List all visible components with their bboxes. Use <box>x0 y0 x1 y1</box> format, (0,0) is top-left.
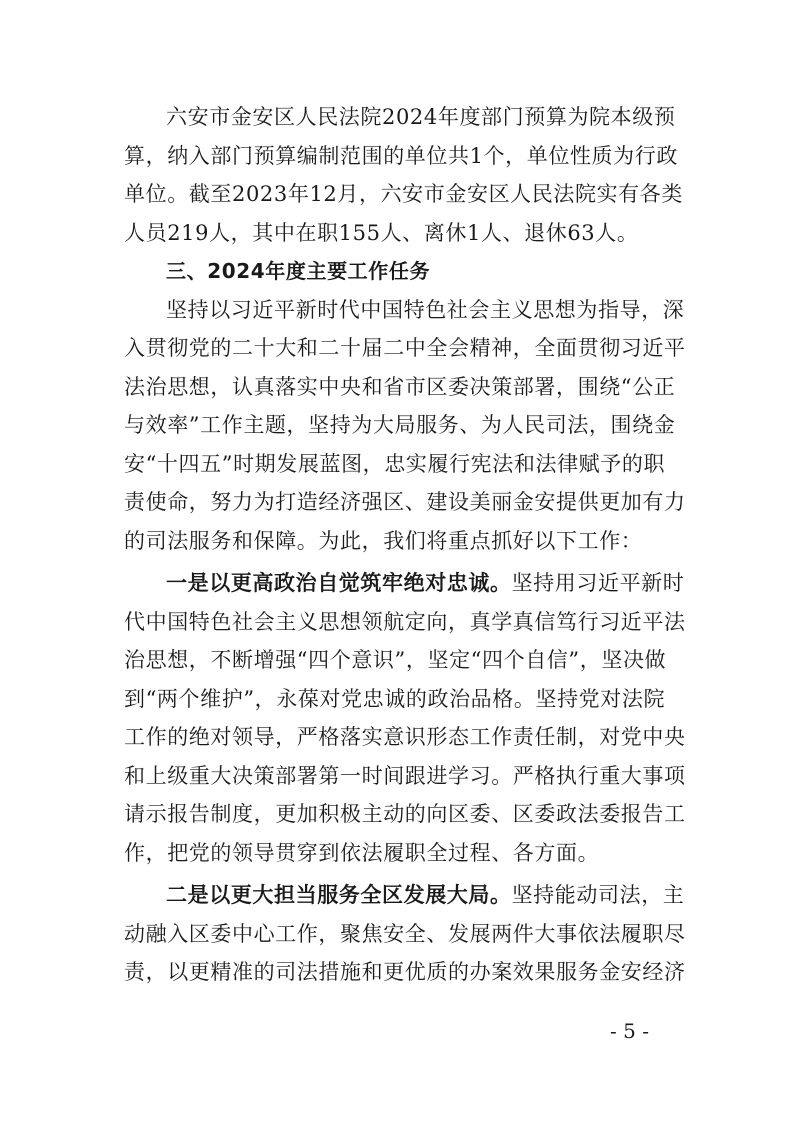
paragraph-line: 到“两个维护”，永葆对党忠诚的政治品格。坚持党对法院 <box>124 686 666 711</box>
paragraph-line <box>124 564 685 603</box>
paragraph-line: 与效率”工作主题，坚持为大局服务、为人民司法，围绕金 <box>124 413 676 437</box>
paragraph-line: 法治思想，认真落实中央和省市区委决策部署，围绕“公正 <box>124 374 676 399</box>
paragraph-line: 责，以更精准的司法措施和更优质的办案效果服务金安经济 <box>124 960 686 984</box>
section-heading: 三、2024年度主要工作任务 <box>166 259 431 283</box>
paragraph-line: 作，把党的领导贯穿到依法履职全过程、各方面。 <box>124 840 600 865</box>
paragraph-line: 责使命，努力为打造经济强区、建设美丽金安提供更加有力 <box>124 490 686 514</box>
paragraph-line: 治思想，不断增强“四个意识”，坚定“四个自信”，坚决做 <box>124 648 667 672</box>
paragraph-line: 和上级重大决策部署第一时间跟进学习。严格执行重大事项 <box>124 763 686 788</box>
lead-phrase: 一是以更高政治自觉筑牢绝对忠诚。 <box>166 570 512 595</box>
paragraph-line: 请示报告制度，更加积极主动的向区委、区委政法委报告工 <box>124 802 686 826</box>
paragraph-line: 单位。截至2023年12月，六安市金安区人民法院实有各类 <box>124 182 683 206</box>
paragraph-text: 坚持用习近平新时 <box>511 571 685 595</box>
paragraph-line: 算，纳入部门预算编制范围的单位共1个，单位性质为行政 <box>124 143 678 168</box>
paragraph-line: 动融入区委中心工作，聚焦安全、发展两件大事依法履职尽 <box>124 921 686 946</box>
paragraph-line: 工作的绝对领导，严格落实意识形态工作责任制，对党中央 <box>124 725 686 749</box>
paragraph-line: 的司法服务和保障。为此，我们将重点抓好以下工作： <box>124 528 643 553</box>
paragraph-line: 坚持以习近平新时代中国特色社会主义思想为指导，深 <box>166 297 685 322</box>
paragraph-line: 安“十四五”时期发展蓝图，忠实履行宪法和法律赋予的职 <box>124 451 666 476</box>
paragraph-line: 人员219人，其中在职155人、离休1人、退休63人。 <box>124 220 639 245</box>
paragraph-line: 代中国特色社会主义思想领航定向，真学真信笃行习近平法 <box>124 609 686 634</box>
paragraph-line: 六安市金安区人民法院2024年度部门预算为院本级预 <box>166 105 676 129</box>
paragraph-line: 入贯彻党的二十大和二十届二中全会精神，全面贯彻习近平 <box>124 336 686 360</box>
page-number: - 5 - <box>610 1019 649 1043</box>
paragraph-line <box>124 876 685 915</box>
paragraph-text: 坚持能动司法，主 <box>511 883 685 907</box>
body-text <box>124 98 686 992</box>
lead-phrase: 二是以更大担当服务全区发展大局。 <box>166 882 512 907</box>
